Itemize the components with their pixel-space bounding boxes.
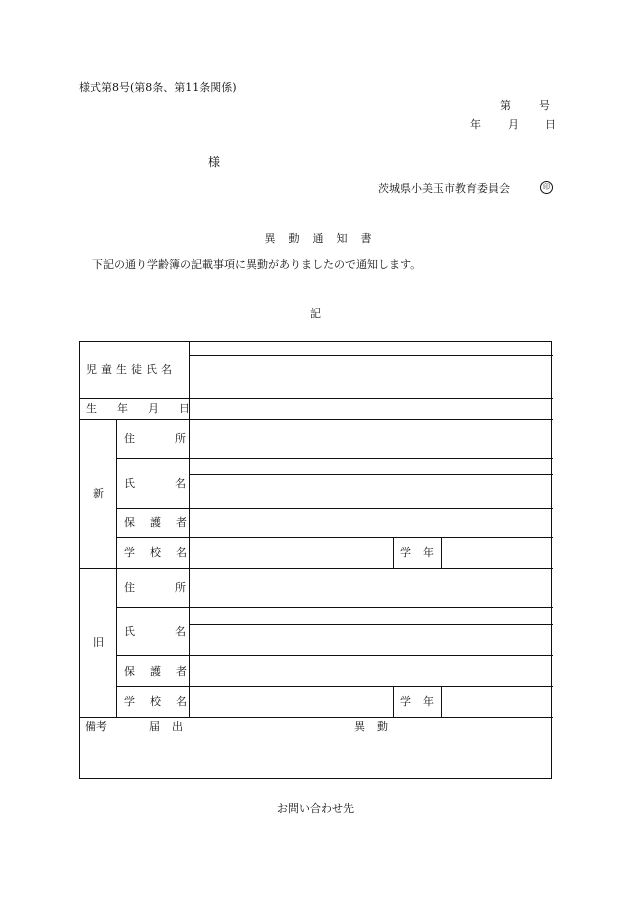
label-char: 校 — [150, 546, 161, 559]
document-title — [258, 233, 378, 244]
doc-number-prefix: 第 — [500, 99, 511, 112]
label-old-school — [124, 696, 187, 707]
intro-text: 下記の通り学齢簿の記載事項に異動がありましたので通知します。 — [92, 258, 422, 271]
title-char: 通 — [312, 232, 324, 245]
label-new-grade — [400, 547, 434, 558]
label-char: 名 — [175, 625, 186, 638]
addressee-suffix: 様 — [208, 155, 221, 169]
label-char: 所 — [175, 432, 186, 445]
label-char: 氏 — [124, 625, 135, 638]
ki-heading: 記 — [310, 307, 321, 320]
label-char: 徒 — [131, 363, 142, 376]
label-char: 名 — [176, 695, 187, 708]
label-char: 児 — [86, 363, 97, 376]
label-char: 所 — [175, 581, 186, 594]
label-char: 生 — [86, 402, 97, 415]
label-char: 異 — [354, 720, 365, 733]
label-char: 年 — [117, 402, 128, 415]
label-notification — [149, 721, 183, 732]
label-char: 日 — [179, 402, 190, 415]
title-char: 知 — [336, 232, 348, 245]
label-char: 出 — [172, 720, 183, 733]
label-char: 童 — [101, 363, 112, 376]
label-char: 者 — [176, 516, 187, 529]
seal-mark: 印 — [540, 181, 553, 194]
label-char: 校 — [150, 695, 161, 708]
label-char: 年 — [423, 695, 434, 708]
label-char: 名 — [161, 363, 172, 376]
label-char: 名 — [175, 477, 186, 490]
label-old-name — [124, 626, 186, 637]
issue-date — [470, 119, 556, 130]
label-birth-date — [86, 403, 190, 414]
label-char: 保 — [124, 516, 135, 529]
label-old-grade — [400, 696, 434, 707]
date-day: 日 — [545, 118, 556, 131]
label-remarks: 備考 — [85, 720, 107, 733]
doc-number-suffix: 号 — [539, 99, 550, 112]
label-old: 旧 — [93, 636, 104, 649]
label-new-address — [124, 433, 186, 444]
label-new-name — [124, 478, 186, 489]
label-char: 氏 — [124, 477, 135, 490]
label-char: 名 — [176, 546, 187, 559]
label-char: 保 — [124, 665, 135, 678]
label-new: 新 — [93, 487, 104, 500]
label-char: 届 — [149, 720, 160, 733]
label-char: 学 — [124, 695, 135, 708]
date-year: 年 — [470, 118, 481, 131]
title-char: 異 — [264, 232, 276, 245]
label-char: 氏 — [146, 363, 157, 376]
label-old-guardian — [124, 666, 187, 677]
document-number — [500, 100, 550, 111]
label-char: 生 — [116, 363, 127, 376]
label-char: 学 — [124, 546, 135, 559]
label-char: 年 — [423, 546, 434, 559]
label-old-address — [124, 582, 186, 593]
label-char: 月 — [148, 402, 159, 415]
date-month: 月 — [508, 118, 519, 131]
label-char: 動 — [377, 720, 388, 733]
label-char: 者 — [176, 665, 187, 678]
label-char: 学 — [400, 546, 411, 559]
notification-table — [79, 341, 552, 779]
label-char: 住 — [124, 432, 135, 445]
label-char: 学 — [400, 695, 411, 708]
title-char: 書 — [360, 232, 372, 245]
label-new-school — [124, 547, 187, 558]
label-char: 護 — [150, 665, 161, 678]
form-number: 様式第8号(第8条、第11条関係) — [79, 81, 237, 94]
label-new-guardian — [124, 517, 187, 528]
issuer-name: 茨城県小美玉市教育委員会 — [378, 182, 510, 195]
label-char: 護 — [150, 516, 161, 529]
label-change — [354, 721, 388, 732]
title-char: 動 — [288, 232, 300, 245]
label-char: 住 — [124, 581, 135, 594]
contact-heading: お問い合わせ先 — [277, 802, 354, 815]
label-student-name — [86, 364, 172, 375]
